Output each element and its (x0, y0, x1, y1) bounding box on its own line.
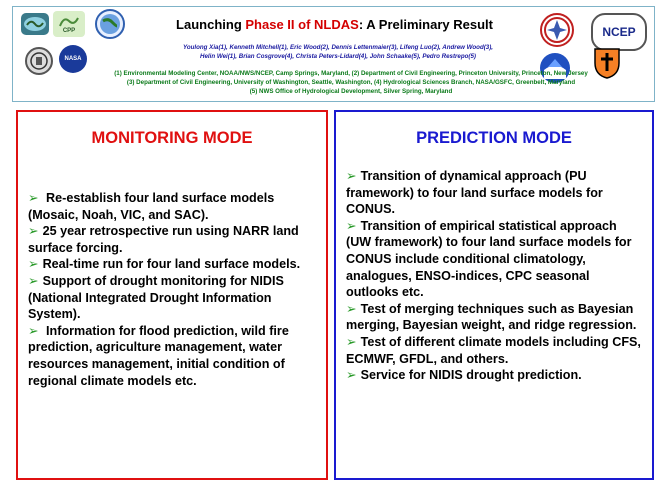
item-text: Transition of empirical statistical approach (UW framework) to four land surface models for CONUS include conditional climatology, analogues, ENSO-indices, CPC seasonal outlooks etc. (346, 218, 632, 300)
cpp-logo: CPP (53, 11, 85, 37)
commerce-seal-logo (25, 47, 53, 75)
arrow-bullet-icon: ➢ (346, 368, 357, 383)
prediction-mode-panel (334, 110, 654, 480)
list-item (346, 334, 644, 367)
list-item (28, 223, 318, 256)
banner-title (13, 17, 656, 32)
title-accent: Phase II of NLDAS (245, 17, 359, 32)
item-text: Information for flood prediction, wild fire prediction, agriculture management, water resources management, initial condition of regional climate models etc. (28, 323, 289, 388)
prediction-item-list (346, 168, 644, 384)
item-text: Real-time run for four land surface models. (42, 257, 301, 272)
affiliation-line: (3) Department of Civil Engineering, University of Washington, Seattle, Washington, (4) Hydrological Sciences Branch, NASA/GSFC, Greenbelt, Maryland (126, 79, 576, 86)
arrow-bullet-icon: ➢ (28, 257, 39, 272)
authors-line: Helin Wei(1), Brian Cosgrove(4), Christa Peters-Lidard(4), John Schaake(5), Pedro Restrepo(5) (200, 53, 476, 60)
item-text: Transition of dynamical approach (PU framework) to four land surface models for CONUS. (346, 169, 603, 217)
arrow-bullet-icon: ➢ (28, 224, 39, 239)
list-item (28, 323, 318, 389)
item-text: Test of merging techniques such as Bayesian merging, Bayesian weight, and ridge regression. (346, 301, 637, 333)
list-item (28, 190, 318, 223)
affiliation-line: (5) NWS Office of Hydrological Development, Silver Spring, Maryland (249, 88, 453, 95)
arrow-bullet-icon: ➢ (346, 334, 357, 349)
item-text: Support of drought monitoring for NIDIS (National Integrated Drought Information System). (28, 273, 284, 322)
arrow-bullet-icon: ➢ (346, 169, 357, 183)
list-item (346, 301, 644, 334)
monitoring-mode-title: MONITORING MODE (91, 129, 253, 147)
monitoring-item-list (28, 190, 318, 389)
list-item (346, 218, 644, 301)
affiliation-line: (1) Environmental Modeling Center, NOAA/NWS/NCEP, Camp Springs, Maryland, (2) Department of Civil Engineering, Princeton University, Princeton, New Jersey (114, 70, 588, 77)
item-text: 25 year retrospective run using NARR land surface forcing. (28, 224, 299, 255)
monitoring-mode-panel (16, 110, 328, 480)
arrow-bullet-icon: ➢ (346, 301, 357, 316)
list-item (346, 168, 644, 218)
affiliation-list (71, 69, 631, 96)
ncep-logo: NCEP (591, 13, 647, 51)
list-item (28, 273, 318, 323)
header-banner (12, 6, 655, 102)
title-suffix: : A Preliminary Result (358, 17, 493, 32)
item-text: Re-establish four land surface models (Mosaic, Noah, VIC, and SAC). (28, 191, 275, 222)
list-item (28, 256, 318, 273)
arrow-bullet-icon: ➢ (28, 323, 39, 338)
list-item (346, 367, 644, 384)
author-list (153, 43, 523, 61)
prediction-mode-title: PREDICTION MODE (416, 129, 572, 147)
item-text: Test of different climate models including CFS, ECMWF, GFDL, and others. (346, 334, 641, 366)
arrow-bullet-icon: ➢ (28, 191, 39, 205)
title-prefix: Launching (176, 17, 246, 32)
nasa-logo: NASA (59, 45, 87, 73)
item-text: Service for NIDIS drought prediction. (360, 368, 582, 383)
arrow-bullet-icon: ➢ (346, 218, 357, 233)
arrow-bullet-icon: ➢ (28, 273, 39, 288)
authors-line: Youlong Xia(1), Kenneth Mitchell(1), Eric Wood(2), Dennis Lettenmaier(3), Lifeng Luo(2), Andrew Wood(3), (182, 44, 494, 51)
